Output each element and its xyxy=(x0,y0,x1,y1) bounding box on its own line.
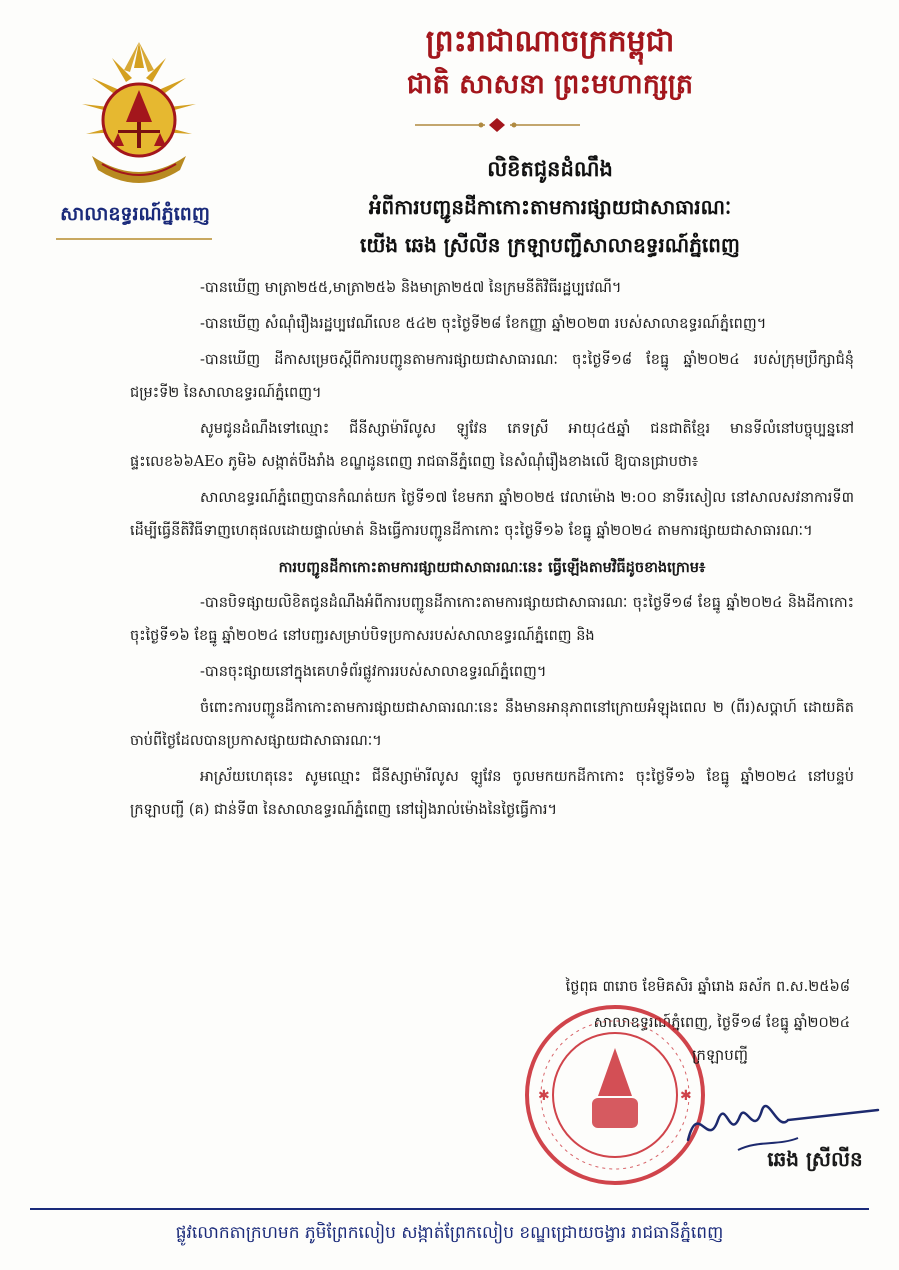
svg-text:✱: ✱ xyxy=(680,1088,692,1104)
signer-name: ឆេង ស្រីលីន xyxy=(767,1147,863,1171)
paragraph-5: សាលាឧទ្ធរណ៍ភ្នំពេញបានកំណត់យក ថ្ងៃទី១៧ ខែមករា ឆ្នាំ២០២៥ វេលាម៉ោង ២:០០ នាទីរសៀល នៅសាលសវនាការទី៣ ដើម្បីធ្វើនីតិវិធីទាញហេតុផលដោយផ្ទាល់មាត់ និងធ្វើការបញ្ជូនដីកាកោះ ចុះថ្ងៃទី១៦ ខែធ្នូ ឆ្នាំ២០២៤ តាមការផ្សាយជាសាធារណៈ។ xyxy=(130,490,854,539)
court-name: សាលាឧទ្ធរណ៍ភ្នំពេញ xyxy=(60,203,210,225)
lunar-date: ថ្ងៃពុធ ៣រោច ខែមិគសិរ ឆ្នាំរោង ឆស័ក ព.ស.២៥៦៨ xyxy=(565,979,850,995)
footer-address: ផ្លូវលោកតាក្រហមក ភូមិព្រែកលៀប សង្កាត់ព្រែកលៀប ខណ្ឌជ្រោយចង្វារ រាជធានីភ្នំពេញ xyxy=(175,1223,724,1243)
svg-text:✱: ✱ xyxy=(538,1088,550,1104)
court-emblem-icon xyxy=(72,38,207,198)
paragraph-9: ចំពោះការបញ្ជូនដីកាកោះតាមការផ្សាយជាសាធារណៈនេះ នឹងមានអានុភាពនៅក្រោយអំឡុងពេល ២ (ពីរ)សប្តាហ៍ ដោយគិតចាប់ពីថ្ងៃដែលបានប្រកាសផ្សាយជាសាធារណៈ។ xyxy=(130,700,854,749)
paragraph-2: -បានឃើញ សំណុំរឿងរដ្ឋប្បវេណីលេខ ៥៤២ ចុះថ្ងៃទី២៨ ខែកញ្ញា ឆ្នាំ២០២៣ របស់សាលាឧទ្ធរណ៍ភ្នំពេញ។ xyxy=(200,316,767,332)
court-name-divider xyxy=(56,238,212,240)
document-body xyxy=(130,272,854,830)
paragraph-8: -បានចុះផ្សាយនៅក្នុងគេហទំព័រផ្លូវការរបស់សាលាឧទ្ធរណ៍ភ្នំពេញ។ xyxy=(200,664,547,680)
paragraph-1: -បានឃើញ មាត្រា២៥៥,មាត្រា២៥៦ និងមាត្រា២៥៧ នៃក្រមនីតិវិធីរដ្ឋប្បវេណី។ xyxy=(200,280,622,296)
decorative-divider-icon xyxy=(415,116,580,134)
paragraph-7: -បានបិទផ្សាយលិខិតជូនដំណឹងអំពីការបញ្ជូនដីកាកោះតាមការផ្សាយជាសាធារណៈ ចុះថ្ងៃទី១៨ ខែធ្នូ ឆ្នាំ២០២៤ និងដីកាកោះ ចុះថ្ងៃទី១៦ ខែធ្នូ ឆ្នាំ២០២៤ នៅបញ្ជរសម្រាប់បិទប្រកាសរបស់សាលាឧទ្ធរណ៍ភ្នំពេញ និង xyxy=(130,595,854,644)
paragraph-3: -បានឃើញ ដីកាសម្រេចស្តីពីការបញ្ជូនតាមការផ្សាយជាសាធារណៈ ចុះថ្ងៃទី១៨ ខែធ្នូ ឆ្នាំ២០២៤ របស់ក្រុមប្រឹក្សាជំនុំជម្រះទី២ នៃសាលាឧទ្ធរណ៍ភ្នំពេញ។ xyxy=(130,352,854,401)
document-subject: អំពីការបញ្ជូនដីកាកោះតាមការផ្សាយជាសាធារណៈ xyxy=(368,195,732,219)
issuer-line: យើង ឆេង ស្រីលីន ក្រឡាបញ្ជីសាលាឧទ្ធរណ៍ភ្នំពេញ xyxy=(360,233,740,257)
paragraph-10: អាស្រ័យហេតុនេះ សូមឈ្មោះ ជីនីស្សាម៉ារីលូស ឡូវែន ចូលមកយកដីកាកោះ ចុះថ្ងៃទី១៦ ខែធ្នូ ឆ្នាំ២០២៤ នៅបន្ទប់ក្រឡាបញ្ជី (គ) ជាន់ទី៣ នៃសាលាឧទ្ធរណ៍ភ្នំពេញ នៅរៀងរាល់ម៉ោងនៃថ្ងៃធ្វើការ។ xyxy=(130,769,854,818)
document-title: លិខិតជូនដំណឹង xyxy=(487,156,613,181)
paragraph-6-heading: ការបញ្ជូនដីកាកោះតាមការផ្សាយជាសាធារណៈនេះ ធ្វើឡើងតាមវិធីដូចខាងក្រោម៖ xyxy=(278,559,706,576)
signer-role: ក្រឡាបញ្ជី xyxy=(691,1046,749,1064)
paragraph-4: សូមជូនដំណឹងទៅឈ្មោះ ជីនីស្សាម៉ារីលូស ឡូវែន ភេទស្រី អាយុ៤៥ឆ្នាំ ជនជាតិខ្មែរ មានទីលំនៅបច្ចុប្បន្ននៅផ្ទះលេខ៦៦AEo ភូមិ៦ សង្កាត់បឹងរាំង ខណ្ឌដូនពេញ រាជធានីភ្នំពេញ នៃសំណុំរឿងខាងលើ ឱ្យបានជ្រាបថា៖ xyxy=(130,421,854,470)
footer-divider xyxy=(30,1208,869,1210)
place-and-date: សាលាឧទ្ធរណ៍ភ្នំពេញ, ថ្ងៃទី១៨ ខែធ្នូ ឆ្នាំ២០២៤ xyxy=(593,1015,850,1031)
kingdom-motto-line1: ព្រះរាជាណាចក្រកម្ពុជា xyxy=(425,24,675,59)
kingdom-motto-line2: ជាតិ សាសនា ព្រះមហាក្សត្រ xyxy=(406,69,694,100)
